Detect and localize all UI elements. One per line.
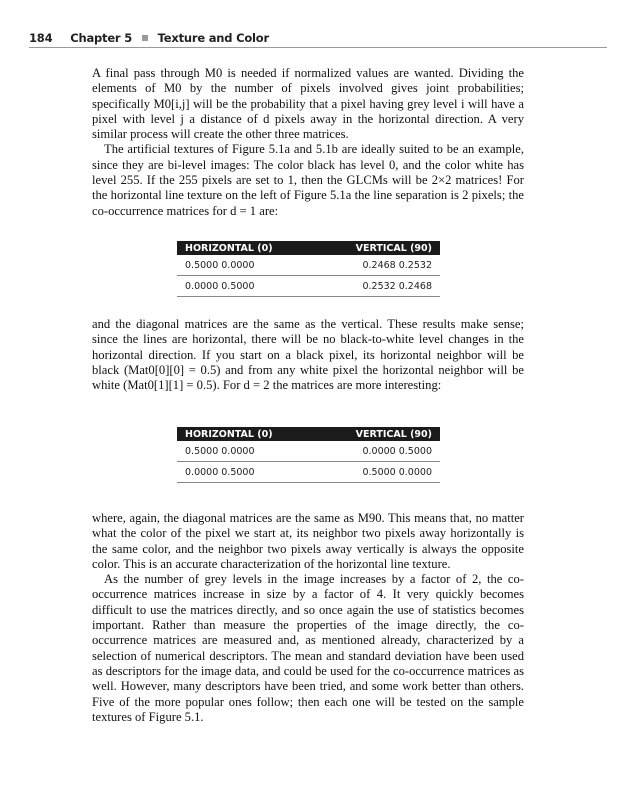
table-cell: 0.0000 0.5000: [316, 441, 440, 462]
paragraph-1: A final pass through M0 is needed if normalized values are wanted. Dividing the elements of M0 by the number of pixels involved gives joint probabilities; specifically M0[i,j] will be the probability that a pixel having grey level i will have a pixel with level j a distance of d pixels away in the horizontal direction. A very similar process will create the other three matrices.: [92, 66, 524, 142]
table-cell: 0.2532 0.2468: [316, 276, 440, 297]
table-cell: 0.0000 0.5000: [177, 276, 316, 297]
table1-header-vertical: VERTICAL (90): [316, 241, 440, 255]
table-cell: 0.5000 0.0000: [177, 441, 316, 462]
body-block-1: [92, 66, 524, 219]
table-row: [177, 462, 440, 483]
body-block-3: [92, 511, 524, 725]
paragraph-2: The artificial textures of Figure 5.1a and 5.1b are ideally suited to be an example, since they are bi-level images: The color black has level 0, and the color white has level 255. If the 255 pixels are set to 1, then the GLCMs will be 2×2 matrices! For the horizontal line texture on the left of Figure 5.1a the line separation is 2 pixels; the co-occurrence matrices for d = 1 are:: [92, 142, 524, 218]
paragraph-5: As the number of grey levels in the image increases by a factor of 2, the co-occurrence matrices increase in size by a factor of 4. It very quickly becomes difficult to use the matrices directly, and so once again the use of statistics becomes important. Rather than measure the properties of the image directly, the co-occurrence matrices are measured and, as mentioned already, characterized by a selection of numerical descriptors. The mean and standard deviation have been used as descriptors for the image data, and could be used for the co-occurrence matrices as well. However, many descriptors have been tried, and some work better than others. Five of the more popular ones follow; then each one will be tested on the sample textures of Figure 5.1.: [92, 572, 524, 724]
table-row: [177, 441, 440, 462]
chapter-title: Texture and Color: [157, 31, 269, 45]
glcm-table-d1: [177, 241, 440, 297]
header-rule: [29, 47, 607, 48]
table1-header-horizontal: HORIZONTAL (0): [177, 241, 316, 255]
table-cell: 0.5000 0.0000: [316, 462, 440, 483]
glcm-table-d2: [177, 427, 440, 483]
table2-header-horizontal: HORIZONTAL (0): [177, 427, 316, 441]
table-cell: 0.5000 0.0000: [177, 255, 316, 276]
table-row: [177, 255, 440, 276]
body-block-2: [92, 317, 524, 393]
running-header: [29, 31, 607, 51]
header-separator-square: [142, 35, 148, 41]
table-cell: 0.0000 0.5000: [177, 462, 316, 483]
paragraph-4: where, again, the diagonal matrices are the same as M90. This means that, no matter what the color of the pixel we start at, its neighbor two pixels away horizontally is the same color, and the neighbor two pixels away vertically is always the opposite color. This is an accurate characterization of the horizontal line texture.: [92, 511, 524, 571]
chapter-label: Chapter 5: [70, 31, 133, 45]
table2-header-vertical: VERTICAL (90): [316, 427, 440, 441]
table-row: [177, 276, 440, 297]
page-number: 184: [29, 31, 53, 45]
paragraph-3: and the diagonal matrices are the same as the vertical. These results make sense; since the lines are horizontal, there will be no black-to-white level changes in the horizontal direction. If you start on a black pixel, its horizontal neighbor will be black (Mat0[0][0] = 0.5) and from any white pixel the horizontal neighbor will be white (Mat0[1][1] = 0.5). For d = 2 the matrices are more interesting:: [92, 317, 524, 393]
table-cell: 0.2468 0.2532: [316, 255, 440, 276]
